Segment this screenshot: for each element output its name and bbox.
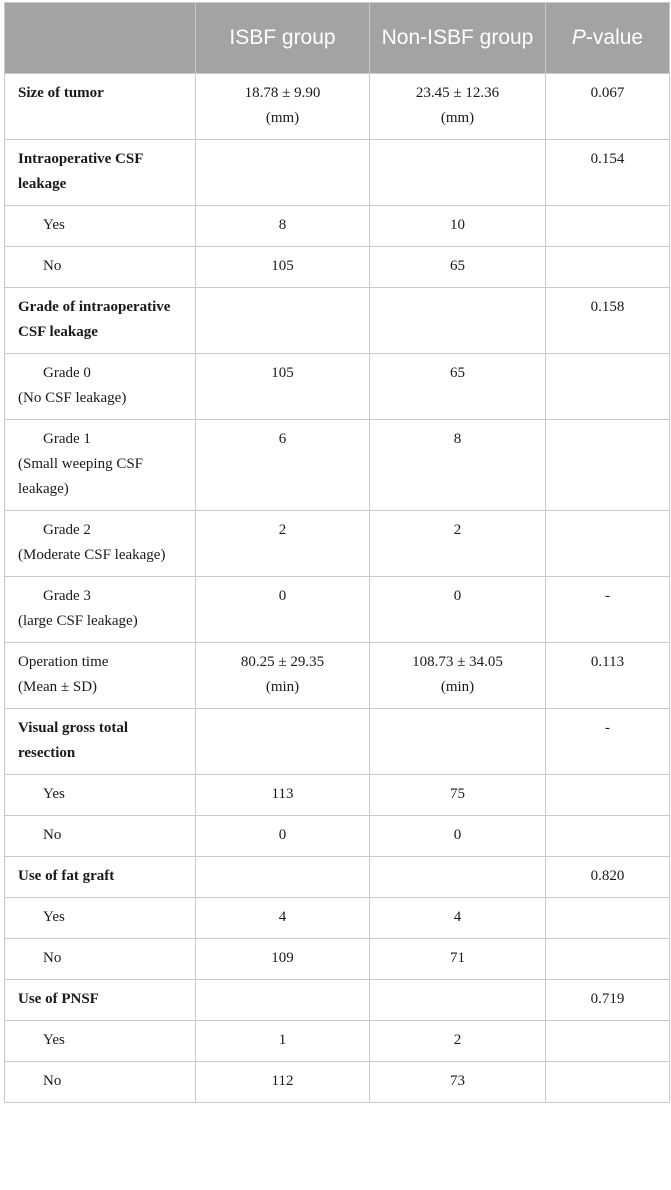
table-row <box>5 898 670 939</box>
p-value-cell: 0.820 <box>546 857 670 898</box>
table-row <box>5 140 670 206</box>
header-isbf-group: ISBF group <box>196 3 370 74</box>
non-isbf-cell <box>370 980 546 1021</box>
isbf-cell <box>196 709 370 775</box>
isbf-cell: 0 <box>196 816 370 857</box>
table-row <box>5 1062 670 1103</box>
non-isbf-cell: 4 <box>370 898 546 939</box>
row-label: Yes <box>5 775 196 816</box>
header-p-value: P-value <box>546 3 670 74</box>
row-label: Operation time (Mean ± SD) <box>5 643 196 709</box>
p-value-cell: 0.113 <box>546 643 670 709</box>
non-isbf-cell: 75 <box>370 775 546 816</box>
table-header <box>5 3 670 74</box>
table-row <box>5 709 670 775</box>
non-isbf-cell: 71 <box>370 939 546 980</box>
row-label: Yes <box>5 1021 196 1062</box>
table-row <box>5 354 670 420</box>
p-value-cell <box>546 1062 670 1103</box>
isbf-cell: 0 <box>196 577 370 643</box>
non-isbf-cell: 0 <box>370 577 546 643</box>
non-isbf-cell: 10 <box>370 206 546 247</box>
p-value-cell <box>546 247 670 288</box>
p-value-cell: 0.719 <box>546 980 670 1021</box>
isbf-cell: 2 <box>196 511 370 577</box>
row-label: Grade 0 (No CSF leakage) <box>5 354 196 420</box>
non-isbf-cell <box>370 709 546 775</box>
table-row <box>5 775 670 816</box>
row-label: Intraoperative CSF leakage <box>5 140 196 206</box>
p-value-cell <box>546 775 670 816</box>
p-value-cell <box>546 898 670 939</box>
non-isbf-cell: 0 <box>370 816 546 857</box>
p-value-cell <box>546 420 670 511</box>
table-row <box>5 980 670 1021</box>
row-label: No <box>5 816 196 857</box>
row-label: Grade 2 (Moderate CSF leakage) <box>5 511 196 577</box>
table-row <box>5 206 670 247</box>
non-isbf-cell: 108.73 ± 34.05 (min) <box>370 643 546 709</box>
row-label: Grade of intraoperative CSF leakage <box>5 288 196 354</box>
non-isbf-cell: 23.45 ± 12.36 (mm) <box>370 74 546 140</box>
non-isbf-cell <box>370 140 546 206</box>
isbf-cell: 4 <box>196 898 370 939</box>
row-label: No <box>5 939 196 980</box>
non-isbf-cell <box>370 288 546 354</box>
isbf-cell: 105 <box>196 354 370 420</box>
isbf-cell: 112 <box>196 1062 370 1103</box>
table-row <box>5 1021 670 1062</box>
header-row <box>5 3 670 74</box>
header-empty <box>5 3 196 74</box>
p-value-cell <box>546 1021 670 1062</box>
p-value-cell: - <box>546 709 670 775</box>
table-row <box>5 247 670 288</box>
isbf-cell: 8 <box>196 206 370 247</box>
isbf-cell: 6 <box>196 420 370 511</box>
non-isbf-cell: 8 <box>370 420 546 511</box>
non-isbf-cell: 2 <box>370 511 546 577</box>
p-value-cell <box>546 816 670 857</box>
isbf-cell <box>196 140 370 206</box>
non-isbf-cell <box>370 857 546 898</box>
row-label: Use of PNSF <box>5 980 196 1021</box>
non-isbf-cell: 73 <box>370 1062 546 1103</box>
row-label: Use of fat graft <box>5 857 196 898</box>
row-label: No <box>5 1062 196 1103</box>
table-row <box>5 511 670 577</box>
isbf-cell: 105 <box>196 247 370 288</box>
table-row <box>5 74 670 140</box>
table-row <box>5 857 670 898</box>
isbf-cell <box>196 980 370 1021</box>
isbf-cell: 18.78 ± 9.90 (mm) <box>196 74 370 140</box>
isbf-cell <box>196 288 370 354</box>
isbf-cell: 1 <box>196 1021 370 1062</box>
table-row <box>5 420 670 511</box>
p-value-cell: - <box>546 577 670 643</box>
p-value-cell <box>546 206 670 247</box>
isbf-cell: 80.25 ± 29.35 (min) <box>196 643 370 709</box>
row-label: Yes <box>5 898 196 939</box>
row-label: Grade 3 (large CSF leakage) <box>5 577 196 643</box>
table-row <box>5 939 670 980</box>
row-label: No <box>5 247 196 288</box>
table-row <box>5 288 670 354</box>
table-row <box>5 643 670 709</box>
non-isbf-cell: 65 <box>370 354 546 420</box>
p-value-cell: 0.067 <box>546 74 670 140</box>
row-label: Yes <box>5 206 196 247</box>
table-body <box>5 74 670 1103</box>
row-label: Size of tumor <box>5 74 196 140</box>
table-row <box>5 816 670 857</box>
row-label: Visual gross total resection <box>5 709 196 775</box>
comparison-table <box>4 2 670 1103</box>
row-label: Grade 1 (Small weeping CSF leakage) <box>5 420 196 511</box>
p-value-cell <box>546 939 670 980</box>
p-value-cell: 0.154 <box>546 140 670 206</box>
header-non-isbf-group: Non-ISBF group <box>370 3 546 74</box>
non-isbf-cell: 65 <box>370 247 546 288</box>
isbf-cell <box>196 857 370 898</box>
non-isbf-cell: 2 <box>370 1021 546 1062</box>
p-value-cell <box>546 354 670 420</box>
isbf-cell: 109 <box>196 939 370 980</box>
table-row <box>5 577 670 643</box>
p-value-cell: 0.158 <box>546 288 670 354</box>
p-value-cell <box>546 511 670 577</box>
isbf-cell: 113 <box>196 775 370 816</box>
